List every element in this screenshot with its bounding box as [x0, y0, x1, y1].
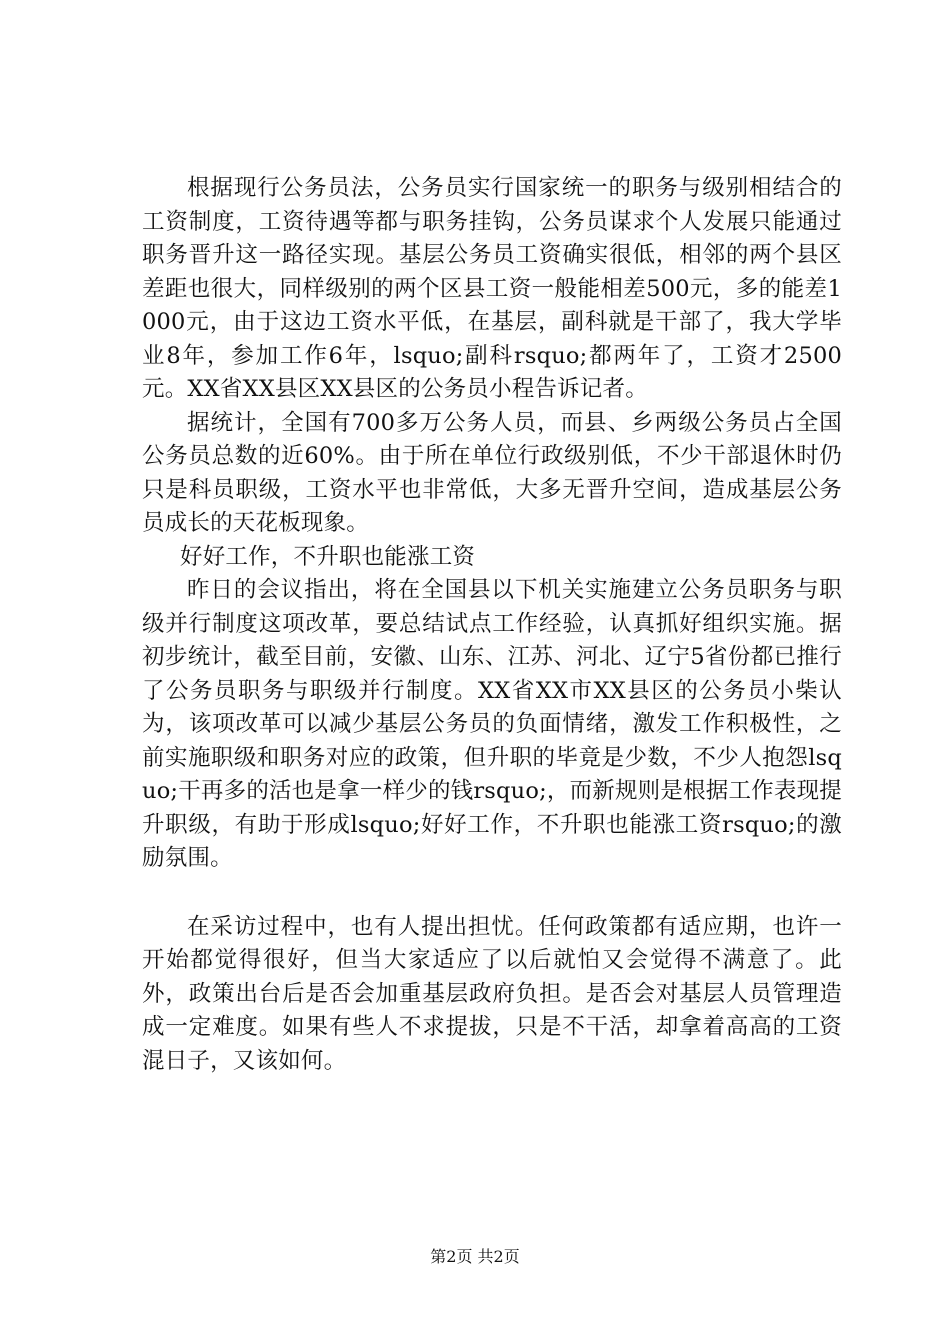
section-heading: 好好工作，不升职也能涨工资	[180, 543, 476, 570]
paragraph-gap	[142, 876, 842, 911]
paragraph-meeting: 昨日的会议指出，将在全国县以下机关实施建立公务员职务与职级并行制度这项改革，要总结试点工作经验，认真抓好组织实施。据初步统计，截至目前，安徽、山东、江苏、河北、辽宁5省份都已推行了公务员职务与职级并行制度。XX省XX市XX县区的公务员小柴认为，该项改革可以减少基层公务员的负面情绪，激发工作积极性，之前实施职级和职务对应的政策，但升职的毕竟是少数，不少人抱怨lsquo;干再多的活也是拿一样少的钱rsquo;，而新规则是根据工作表现提升职级，有助于形成lsquo;好好工作，不升职也能涨工资rsquo;的激励氛围。	[142, 577, 842, 871]
paragraph-concerns: 在采访过程中，也有人提出担忧。任何政策都有适应期，也许一开始都觉得很好，但当大家适应了以后就怕又会觉得不满意了。此外，政策出台后是否会加重基层政府负担。是否会对基层人员管理造成一定难度。如果有些人不求提拔，只是不干活，却拿着高高的工资混日子，又该如何。	[142, 913, 842, 1074]
paragraph-statistics: 据统计，全国有700多万公务人员，而县、乡两级公务员占全国公务员总数的近60%。由于所在单位行政级别低，不少干部退休时仍只是科员职级，工资水平也非常低，大多无晋升空间，造成基层公务员成长的天花板现象。	[142, 409, 842, 536]
document-body	[142, 172, 842, 1078]
paragraph-salary-system: 根据现行公务员法，公务员实行国家统一的职务与级别相结合的工资制度，工资待遇等都与职务挂钩，公务员谋求个人发展只能通过职务晋升这一路径实现。基层公务员工资确实很低，相邻的两个县区差距也很大，同样级别的两个区县工资一般能相差500元，多的能差1000元，由于这边工资水平低，在基层，副科就是干部了，我大学毕业8年，参加工作6年，lsquo;副科rsquo;都两年了，工资才2500元。XX省XX县区XX县区的公务员小程告诉记者。	[142, 175, 842, 402]
page-footer: 第2页 共2页	[430, 1247, 520, 1266]
